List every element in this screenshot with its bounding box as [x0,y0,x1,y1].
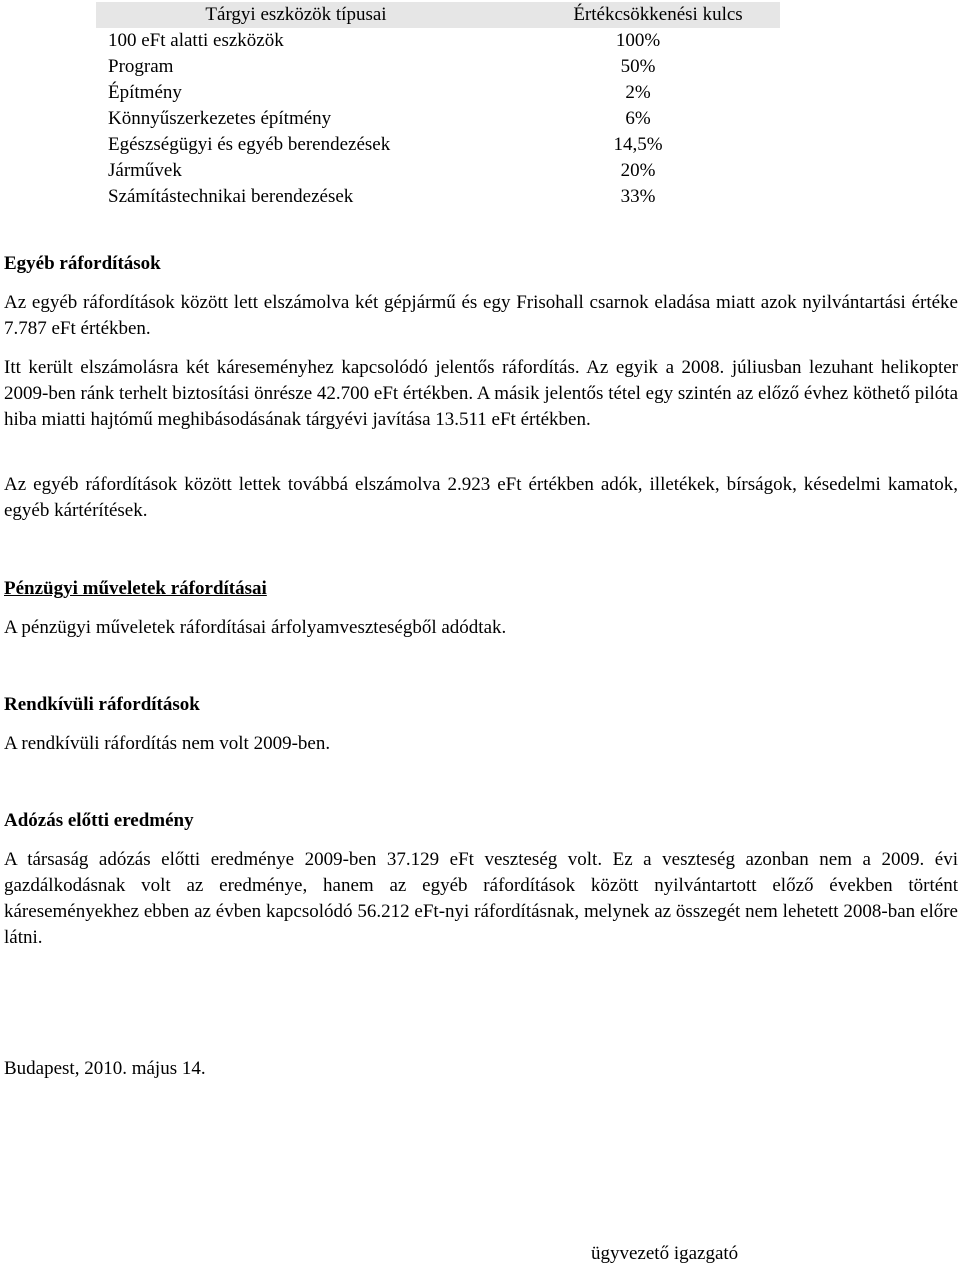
rate-cell: 2% [625,82,651,103]
table-row [96,106,780,132]
asset-type-cell: Járművek [108,160,182,181]
table-header [96,2,780,28]
rate-cell: 50% [620,56,656,77]
table-row [96,28,780,54]
egyeb-paragraph-2: Itt került elszámolásra két káreseményhez kapcsolódó jelentős ráfordítás. Az egyik a 2008. júliusban lezuhant helikopter 2009-ben ránk terhelt biztosítási önrésze 42.700 eFt értékben. A másik jelentős tétel egy szintén az előző évhez köthető pilóta hiba miatti hajtómű meghibásodásának tárgyévi javítása 13.511 eFt értékben. [4,357,958,430]
section-title-egyeb: Egyéb ráfordítások [4,253,161,274]
penzugyi-paragraph: A pénzügyi műveletek ráfordításai árfolyamveszteségből adódtak. [4,617,507,638]
asset-type-cell: 100 eFt alatti eszközök [108,30,284,51]
section-title-rendkivuli: Rendkívüli ráfordítások [4,694,200,715]
table-row [96,158,780,184]
adozas-paragraph: A társaság adózás előtti eredménye 2009-ben 37.129 eFt veszteség volt. Ez a veszteség azonban nem a 2009. évi gazdálkodásnak volt az eredménye, hanem az egyéb ráfordítások között nyilvántartott előző években történt káreseményekhez ebben az évben kapcsolódó 56.212 eFt-nyi ráfordításnak, melynek az összegét nem lehetett 2008-ban előre látni. [4,849,958,948]
rate-cell: 6% [625,108,651,129]
rate-cell: 20% [620,160,656,181]
asset-type-cell: Számítástechnikai berendezések [108,186,354,207]
depreciation-table [96,2,780,210]
header-asset-type: Tárgyi eszközök típusai [205,4,387,25]
table-row [96,184,780,210]
egyeb-paragraph-3: Az egyéb ráfordítások között lettek továbbá elszámolva 2.923 eFt értékben adók, illetékek, bírságok, késedelmi kamatok, egyéb kártérítések. [4,474,958,521]
table-row [96,132,780,158]
section-title-penzugyi: Pénzügyi műveletek ráfordításai [4,578,267,599]
egyeb-paragraph-1: Az egyéb ráfordítások között lett elszámolva két gépjármű és egy Frisohall csarnok eladása miatt azok nyilvántartási értéke 7.787 eFt értékben. [4,292,958,339]
asset-type-cell: Program [108,56,174,77]
section-title-adozas: Adózás előtti eredmény [4,810,194,831]
rate-cell: 33% [620,186,656,207]
header-depreciation-rate: Értékcsökkenési kulcs [573,4,743,25]
rate-cell: 100% [615,30,661,51]
asset-type-cell: Egészségügyi és egyéb berendezések [108,134,391,155]
table-row [96,80,780,106]
asset-type-cell: Könnyűszerkezetes építmény [108,108,332,129]
signature-title: ügyvezető igazgató [591,1243,739,1264]
asset-type-cell: Építmény [108,82,182,103]
place-date: Budapest, 2010. május 14. [4,1058,206,1079]
table-row [96,54,780,80]
rate-cell: 14,5% [613,134,663,155]
rendkivuli-paragraph: A rendkívüli ráfordítás nem volt 2009-ben. [4,733,331,754]
